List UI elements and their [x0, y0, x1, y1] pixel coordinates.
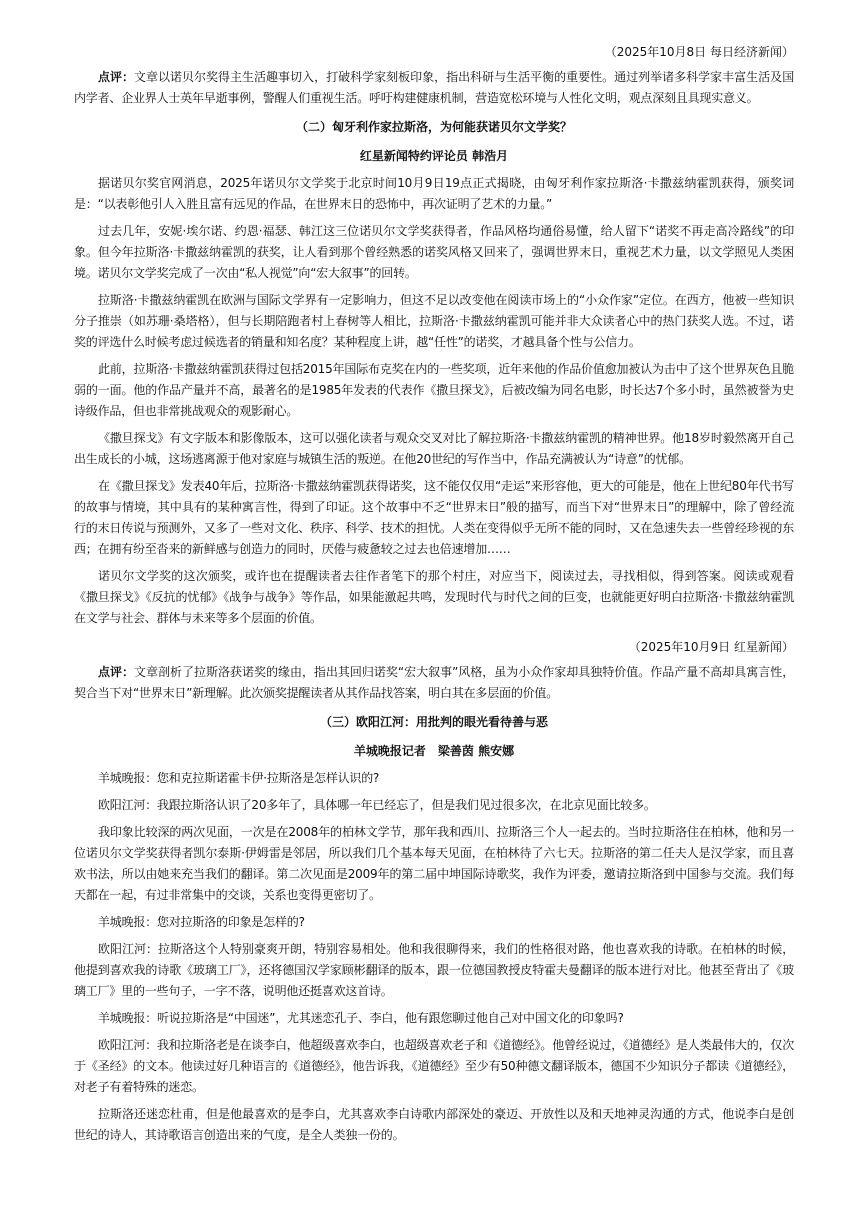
body-paragraph [74, 768, 794, 789]
source-citation [74, 635, 794, 660]
block-text: 欧阳江河：拉斯洛这个人特别豪爽开朗，特别容易相处。他和我很聊得来，我们的性格很对路，他也喜欢我的诗歌。在柏林的时候，他提到喜欢我的诗歌《玻璃工厂》，还将德国汉学家顾彬翻译的版本，跟一位德国教授皮特霍夫曼翻译的版本进行对比。他甚至背出了《玻璃工厂》里的一些句子，一字不落，说明他还挺喜欢这首诗。 [74, 942, 794, 998]
body-paragraph [74, 795, 794, 816]
block-text: （2025年10月8日 每日经济新闻） [604, 45, 794, 59]
block-text: 过去几年，安妮·埃尔诺、约恩·福瑟、韩江这三位诺贝尔文学奖获得者，作品风格均通俗易懂，给人留下“诺奖不再走高冷路线”的印象。但今年拉斯洛·卡撒兹纳霍凯的获奖，让人看到那个曾经熟悉的诺奖风格又回来了，强调世界末日，重视艺术力量，以文学照见人类困境。诺贝尔文学奖完成了一次由“私人视觉”向“宏大叙事”的回转。 [74, 224, 794, 280]
block-text: 《撒旦探戈》有文字版本和影像版本，这可以强化读者与观众交叉对比了解拉斯洛·卡撒兹纳霍凯的精神世界。他18岁时毅然离开自己出生成长的小城，这场逃离源于他对家庭与城镇生活的叛逆。在他20世纪的写作当中，作品充满被认为“诗意”的忧郁。 [74, 431, 794, 466]
section-heading [74, 739, 794, 764]
commentary-label: 点评： [98, 665, 134, 679]
commentary-paragraph [74, 67, 794, 109]
block-text: 文章剖析了拉斯洛获诺奖的缘由，指出其回归诺奖“宏大叙事”风格，虽为小众作家却具独特价值。作品产量不高却具寓言性，契合当下对“世界末日”新理解。此次颁奖提醒读者从其作品找答案，明白其在多层面的价值。 [74, 665, 794, 700]
body-paragraph [74, 939, 794, 1002]
body-paragraph [74, 428, 794, 470]
block-text: 羊城晚报：您和克拉斯诺霍卡伊·拉斯洛是怎样认识的? [98, 771, 380, 785]
body-paragraph [74, 1008, 794, 1029]
block-text: （2025年10月9日 红星新闻） [628, 640, 794, 654]
block-text: 我印象比较深的两次见面，一次是在2008年的柏林文学节，那年我和西川、拉斯洛三个人一起去的。当时拉斯洛住在柏林，他和另一位诺贝尔文学奖获得者凯尔泰斯·伊姆雷是邻居，所以我们几个基本每天见面，在柏林待了六七天。拉斯洛的第二任夫人是汉学家，而且喜欢书法，所以由她来充当我们的翻译。第二次见面是2009年的第二届中坤国际诗歌奖，我作为评委，邀请拉斯洛到中国参与交流。我们每天都在一起，有过非常集中的交谈，关系也变得更密切了。 [74, 825, 794, 902]
section-heading [74, 710, 794, 735]
body-paragraph [74, 476, 794, 560]
block-text: 此前，拉斯洛·卡撒兹纳霍凯获得过包括2015年国际布克奖在内的一些奖项，近年来他的作品价值愈加被认为击中了这个世界灰色且脆弱的一面。他的作品产量并不高，最著名的是1985年发表的代表作《撒旦探戈》，后被改编为同名电影，时长达7个多小时，虽然被誉为史诗级作品，但也非常挑战观众的观影耐心。 [74, 362, 794, 418]
body-paragraph [74, 566, 794, 629]
body-paragraph [74, 1035, 794, 1098]
block-text: 在《撒旦探戈》发表40年后，拉斯洛·卡撒兹纳霍凯获得诺奖，这不能仅仅用“走运”来形容他，更大的可能是，他在上世纪80年代书写的故事与情境，其中具有的某种寓言性，得到了印证。这个故事中不乏“世界末日”般的描写，而当下对“世界末日”的理解中，除了曾经流行的末日传说与预测外，又多了一些对文化、秩序、科学、技术的担忧。人类在变得似乎无所不能的同时，又在急速失去一些曾经珍视的东西；在拥有纷至沓来的新鲜感与创造力的同时，厌倦与疲惫较之过去也倍速增加…… [74, 479, 794, 556]
body-paragraph [74, 173, 794, 215]
block-text: 羊城晚报：您对拉斯洛的印象是怎样的? [98, 915, 305, 929]
block-text: 欧阳江河：我和拉斯洛老是在谈李白，他超级喜欢李白，也超级喜欢老子和《道德经》。他曾经说过，《道德经》是人类最伟大的，仅次于《圣经》的文本。他读过好几种语言的《道德经》，他告诉我，《道德经》至少有50种德文翻译版本，德国不少知识分子都读《道德经》，对老子有着特殊的迷恋。 [74, 1038, 795, 1094]
body-paragraph [74, 822, 794, 906]
source-citation [74, 40, 794, 65]
block-text: 据诺贝尔奖官网消息，2025年诺贝尔文学奖于北京时间10月9日19点正式揭晓，由匈牙利作家拉斯洛·卡撒兹纳霍凯获得，颁奖词是：“以表彰他引人入胜且富有远见的作品，在世界末日的恐怖中，再次证明了艺术的力量。” [74, 176, 794, 211]
block-text: 拉斯洛还迷恋杜甫，但是他最喜欢的是李白，尤其喜欢李白诗歌内部深处的豪迈、开放性以及和天地神灵沟通的方式，他说李白是创世纪的诗人，其诗歌语言创造出来的气度，是全人类独一份的。 [74, 1107, 794, 1142]
block-text: 欧阳江河：我跟拉斯洛认识了20多年了，具体哪一年已经忘了，但是我们见过很多次，在北京见面比较多。 [98, 798, 656, 812]
block-text: 文章以诺贝尔奖得主生活趣事切入，打破科学家刻板印象，指出科研与生活平衡的重要性。通过列举诸多科学家丰富生活及国内学者、企业界人士英年早逝事例，警醒人们重视生活。呼吁构建健康机制，营造宽松环境与人性化文明，观点深刻且具现实意义。 [74, 70, 794, 105]
block-text: 诺贝尔文学奖的这次颁奖，或许也在提醒读者去往作者笔下的那个村庄，对应当下，阅读过去，寻找相似，得到答案。阅读或观看《撒旦探戈》《反抗的忧郁》《战争与战争》等作品，如果能激起共鸣，发现时代与时代之间的巨变，也就能更好明白拉斯洛·卡撒兹纳霍凯在文学与社会、群体与未来等多个层面的价值。 [74, 569, 794, 625]
block-text: 拉斯洛·卡撒兹纳霍凯在欧洲与国际文学界有一定影响力，但这不足以改变他在阅读市场上的“小众作家”定位。在西方，他被一些知识分子推崇（如苏珊·桑塔格），但与长期陪跑者村上春树等人相比，拉斯洛·卡撒兹纳霍凯可能并非大众读者心中的热门获奖人选。不过，诺奖的评选什么时候考虑过候选者的销量和知名度？某种程度上讲，越“任性”的诺奖，才越具备个性与公信力。 [74, 293, 794, 349]
section-heading [74, 144, 794, 169]
body-paragraph [74, 290, 794, 353]
body-paragraph [74, 912, 794, 933]
block-text: 羊城晚报记者 梁善茵 熊安娜 [353, 744, 515, 758]
body-paragraph [74, 359, 794, 422]
block-text: 红星新闻特约评论员 韩浩月 [359, 149, 509, 163]
body-paragraph [74, 221, 794, 284]
commentary-paragraph [74, 662, 794, 704]
block-text: 羊城晚报：听说拉斯洛是“中国迷”，尤其迷恋孔子、李白，他有跟您聊过他自己对中国文化的印象吗? [98, 1011, 624, 1025]
body-paragraph [74, 1104, 794, 1146]
section-heading [74, 115, 794, 140]
commentary-label: 点评： [98, 70, 135, 84]
block-text: （三）欧阳江河：用批判的眼光看待善与恶 [319, 715, 548, 729]
block-text: （二）匈牙利作家拉斯洛，为何能获诺贝尔文学奖？ [295, 120, 572, 134]
